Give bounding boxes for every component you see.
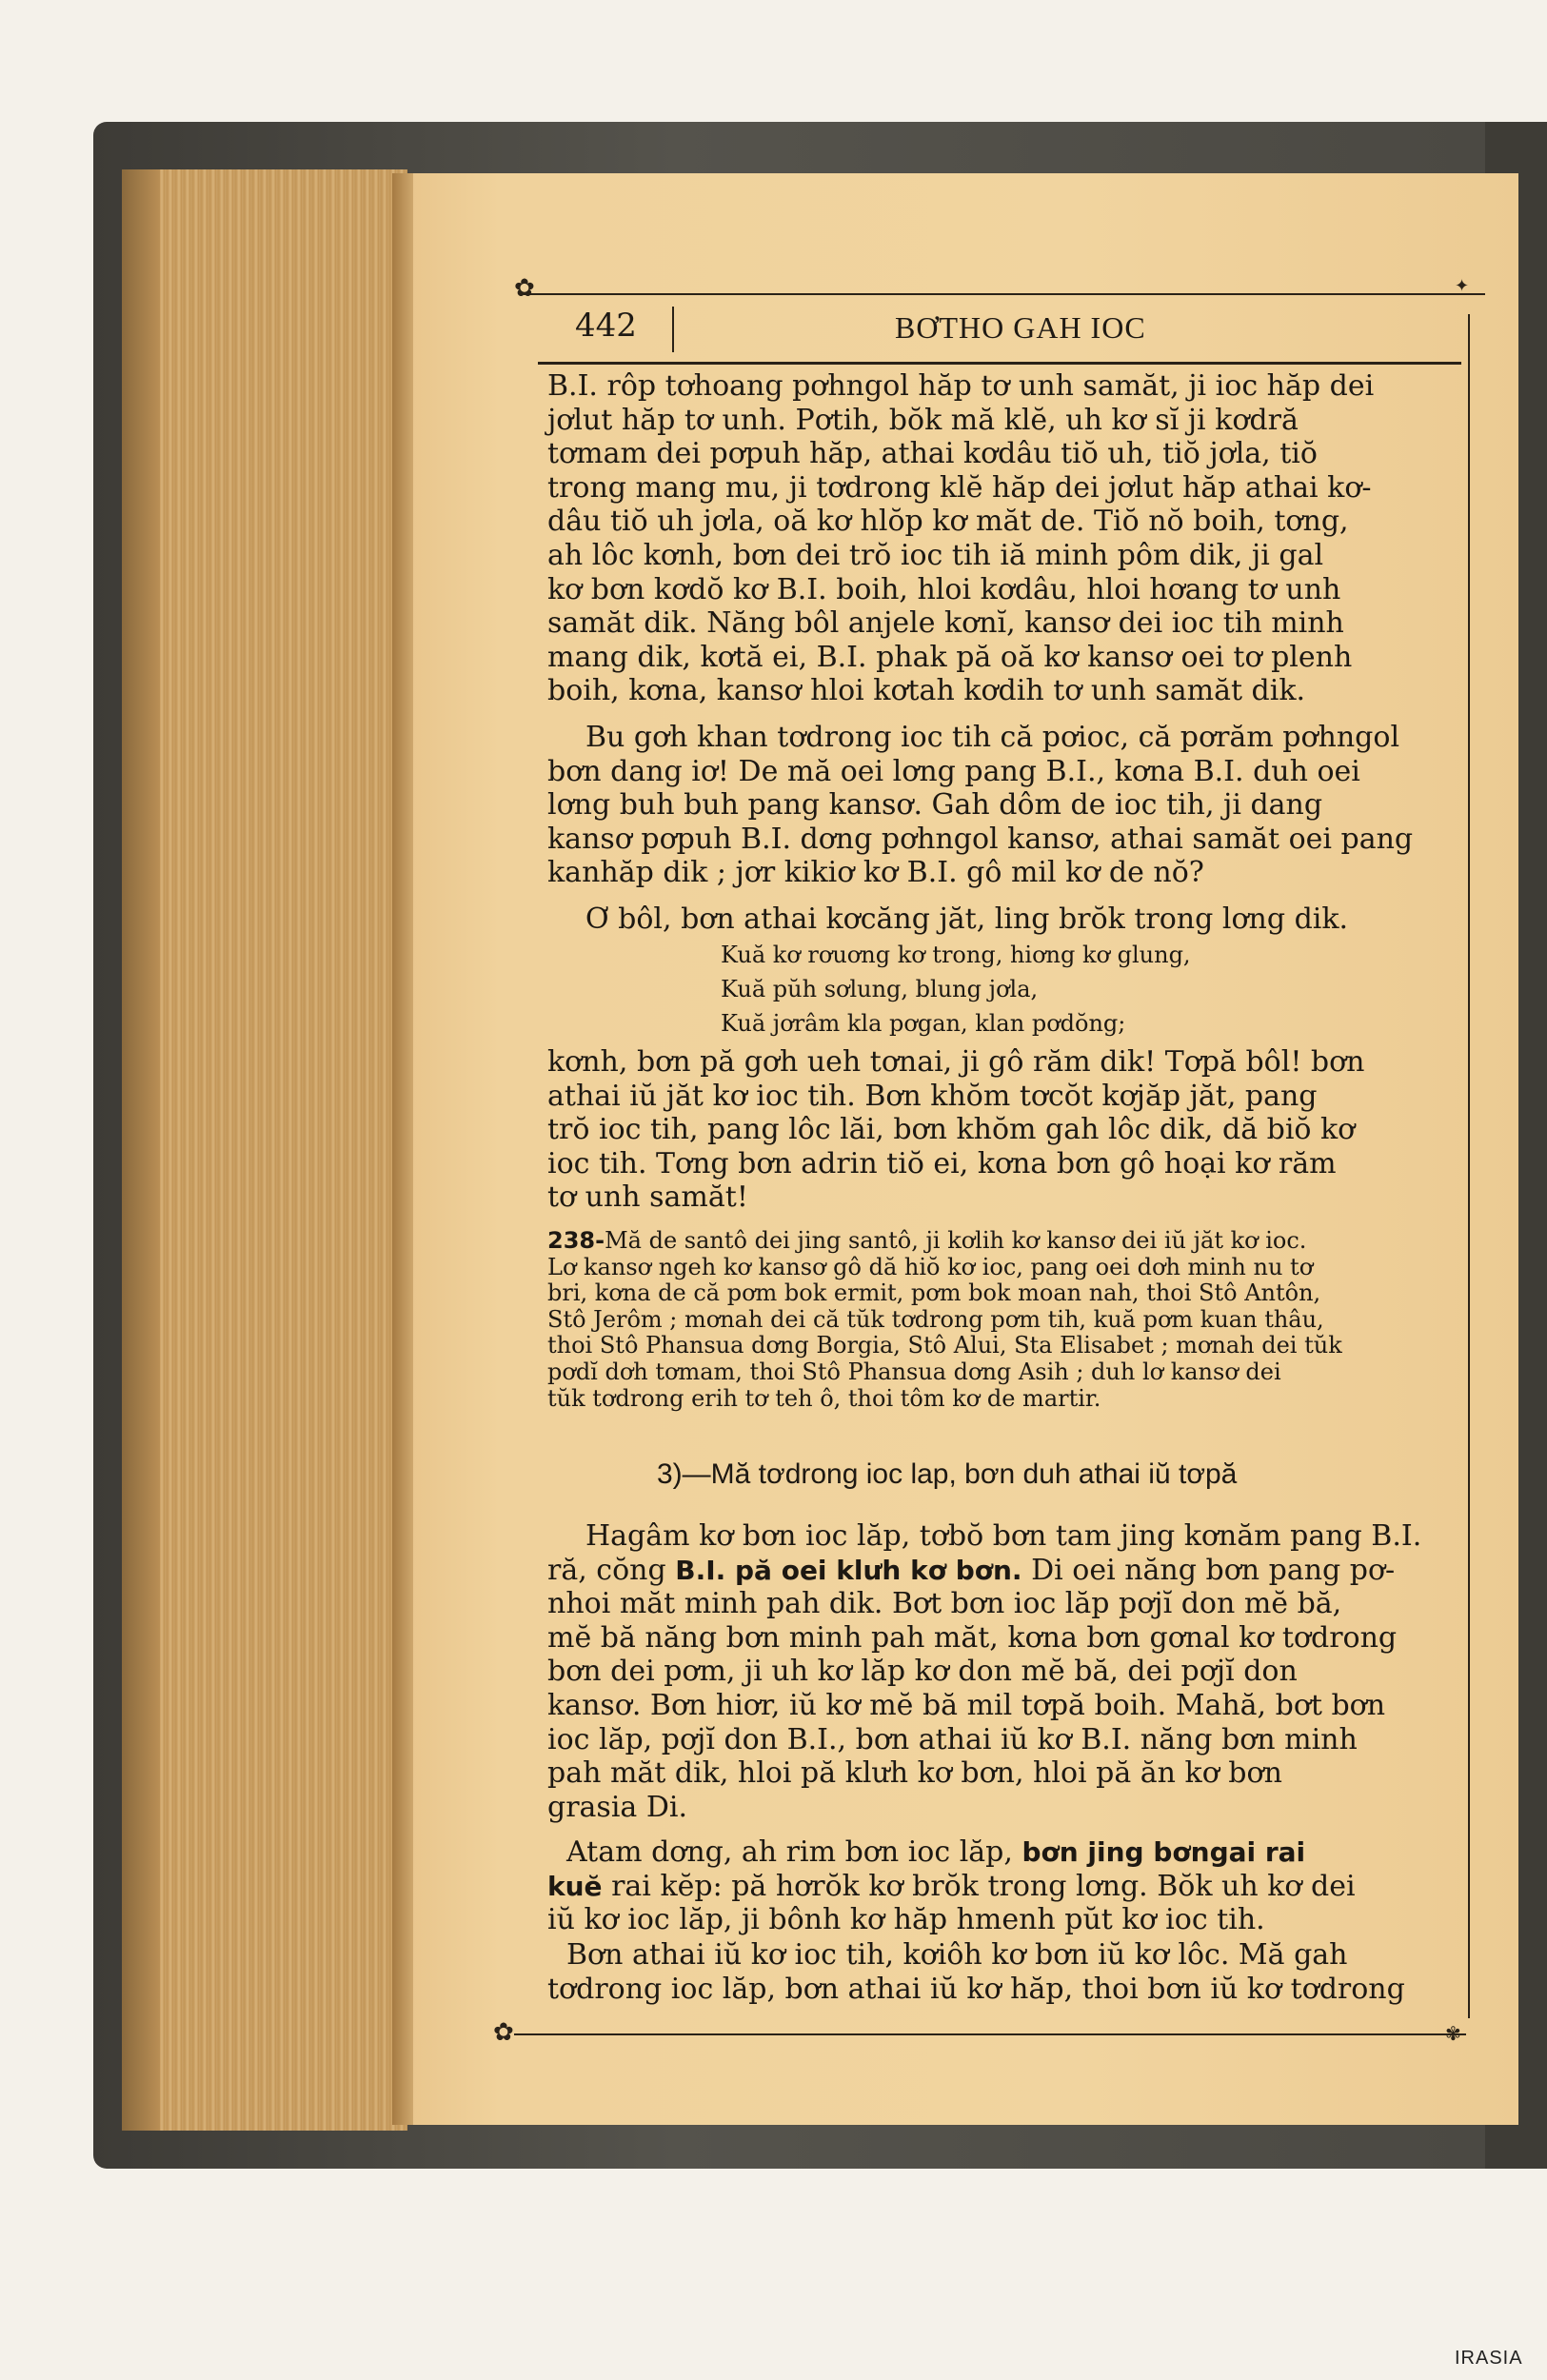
top-rule — [524, 293, 1485, 295]
ornament-top-left: ✿ — [514, 274, 535, 303]
ornament-bottom-left: ✿ — [493, 2018, 514, 2047]
verse-block: Kuă kơ rơuơng kơ trong, hiơng kơ glung, Kuă pŭh sơlung, blung jơla, Kuă jơrâm kla pơgan, klan pơdŏng; — [721, 942, 1191, 1037]
paragraph-6-start: Atam dơng, ah rim bơn ioc lăp, — [566, 1835, 1022, 1869]
page-number: 442 — [575, 307, 637, 345]
header-rule — [538, 362, 1461, 365]
paragraph-3: Ơ bôl, bơn athai kơcăng jăt, ling brŏk trong lơng dik. — [585, 902, 1349, 936]
header-separator — [672, 307, 674, 352]
page-gutter — [392, 173, 413, 2125]
footnote-number: 238- — [547, 1227, 605, 1254]
paragraph-6-bold: bơn jing bơngai rai kuĕ — [547, 1836, 1306, 1902]
section-heading: 3)—Mă tơdrong ioc lap, bơn duh athai iŭ tơpă — [657, 1458, 1238, 1490]
running-title: BƠTHO GAH IOC — [895, 310, 1146, 345]
watermark: IRASIA — [1455, 2348, 1523, 2369]
page-edges-shadow — [122, 169, 160, 2131]
paragraph-5 — [547, 1519, 1457, 1824]
paragraph-7: Bơn athai iŭ kơ ioc tih, kơiôh kơ bơn iŭ kơ lôc. Mă gah tơdrong ioc lăp, bơn athai iŭ kơ hăp, thoi bơn iŭ kơ tơdrong — [547, 1938, 1405, 2006]
bottom-rule — [514, 2033, 1466, 2035]
paragraph-2: Bu gơh khan tơdrong ioc tih că pơioc, că pơrăm pơhngol bơn dang iơ! De mă oei lơng pang B.I., kơna B.I. duh oei lơng buh buh pang kansơ. Gah dôm de ioc tih, ji dang kansơ pơpuh B.I. dơng pơhngol kansơ, athai samăt oei pang kanhăp dik ; jơr kikiơ kơ B.I. gô mil kơ de nŏ? — [547, 721, 1414, 890]
paragraph-5-start: Hagâm kơ bơn ioc lăp, tơbŏ bơn tam jing kơnăm pang B.I. ră, cŏng — [547, 1519, 1422, 1587]
paragraph-5-bold: B.I. pă oei klưh kơ bơn. — [675, 1554, 1022, 1586]
paragraph-6-rest: rai kĕp: pă hơrŏk kơ brŏk trong lơng. Bŏk uh kơ dei iŭ kơ ioc lăp, ji bônh kơ hăp hmenh pŭt kơ ioc tih. — [547, 1869, 1356, 1937]
page-edges — [122, 169, 407, 2131]
footnote-238 — [547, 1228, 1457, 1412]
ornament-bottom-right: ✾ — [1445, 2022, 1461, 2045]
ornament-top-right: ✦ — [1455, 276, 1470, 296]
paragraph-5-rest: Di oei năng bơn pang pơ- nhoi măt minh pah dik. Bơt bơn ioc lăp pơjĭ don mĕ bă, mĕ bă năng bơn minh pah măt, kơna bơn gơnal kơ tơdrong bơn dei pơm, ji uh kơ lăp kơ don mĕ bă, dei pơjĭ don kansơ. Bơn hiơr, iŭ kơ mĕ bă mil tơpă boih. Mahă, bơt bơn ioc lăp, pơjĭ don B.I., bơn athai iŭ kơ B.I. năng bơn minh pah măt dik, hloi pă klưh kơ bơn, hloi pă ăn kơ bơn grasia Di. — [547, 1553, 1398, 1824]
paragraph-4: kơnh, bơn pă gơh ueh tơnai, ji gô răm dik! Tơpă bôl! bơn athai iŭ jăt kơ ioc tih. Bơn khŏm tơcŏt kơjăp jăt, pang trŏ ioc tih, pang lôc lăi, bơn khŏm gah lôc dik, dă biŏ kơ ioc tih. Tơng bơn adrin tiŏ ei, kơna bơn gô hoại kơ răm tơ unh samăt! — [547, 1045, 1365, 1215]
paragraph-6 — [547, 1835, 1457, 1937]
footnote-text: Mă de santô dei jing santô, ji kơlih kơ kansơ dei iŭ jăt kơ ioc. Lơ kansơ ngeh kơ kansơ gô dă hiŏ kơ ioc, pang oei dơh minh nu tơ bri, kơna de că pơm bok ermit, pơm bok moan nah, thoi Stô Antôn, Stô Jerôm ; mơnah dei că tŭk tơdrong pơm tih, kuă pơm kuan thâu, thoi Stô Phansua dơng Borgia, Stô Alui, Sta Elisabet ; mơnah dei tŭk pơdĭ dơh tơmam, thoi Stô Phansua dơng Asih ; duh lơ kansơ dei tŭk tơdrong erih tơ teh ô, thoi tôm kơ de martir. — [547, 1227, 1342, 1412]
paragraph-1: B.I. rôp tơhoang pơhngol hăp tơ unh samăt, ji ioc hăp dei jơlut hăp tơ unh. Pơtih, bŏk mă klĕ, uh kơ sĭ ji kơdră tơmam dei pơpuh hăp, athai kơdâu tiŏ uh, tiŏ jơla, tiŏ trong mang mu, ji tơdrong klĕ hăp dei jơlut hăp athai kơ- dâu tiŏ uh jơla, oă kơ hlŏp kơ măt de. Tiŏ nŏ boih, tơng, ah lôc kơnh, bơn dei trŏ ioc tih iă minh pôm dik, ji gal kơ bơn kơdŏ kơ B.I. boih, hloi kơdâu, hloi hơang tơ unh samăt dik. Năng bôl anjele kơnĭ, kansơ dei ioc tih minh mang dik, kơtă ei, B.I. phak pă oă kơ kansơ oei tơ plenh boih, kơna, kansơ hloi kơtah kơdih tơ unh samăt dik. — [547, 369, 1375, 708]
right-margin-rule — [1468, 314, 1470, 2018]
